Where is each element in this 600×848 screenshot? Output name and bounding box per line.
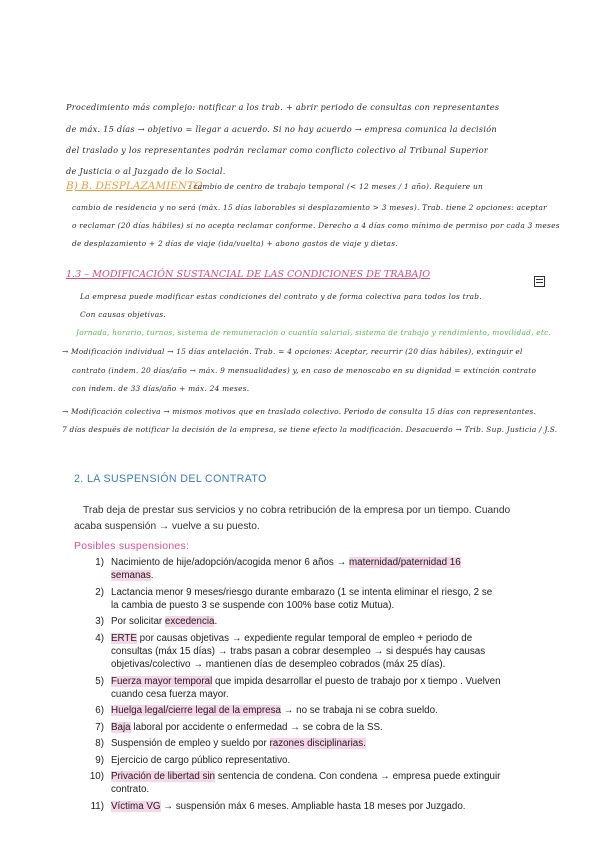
list-item-number: 3): [95, 616, 104, 628]
section-13-title: 1.3 – MODIFICACIÓN SUSTANCIAL DE LAS CONDICIONES DE TRABAJO: [66, 269, 431, 280]
list-item-number: 5): [95, 675, 104, 687]
list-item-number: 7): [95, 721, 104, 733]
hw-line: : cambio de centro de trabajo temporal (< 12 meses / 1 año). Requiere un: [188, 182, 483, 191]
section-b-title-text: B) B. DESPLAZAMIENTO: [66, 180, 203, 192]
list-item-text: Por solicitar: [111, 616, 165, 628]
list-item-text: Suspensión de empleo y sueldo por: [111, 738, 270, 750]
handwritten-notes: [62, 96, 560, 446]
list-item-text: .: [214, 616, 218, 628]
list-item: [82, 721, 502, 734]
expand-icon[interactable]: [534, 276, 545, 287]
highlighted-text: Baja: [111, 721, 131, 733]
section-title: 2. LA SUSPENSIÓN DEL CONTRATO: [74, 473, 267, 485]
list-item-number: 8): [95, 738, 104, 750]
list-item: [82, 704, 502, 717]
list-item-text: .: [150, 570, 154, 582]
list-item: [82, 737, 502, 750]
hw-line: 7 días después de notificar la decisión de la empresa, se tiene efecto la modificación. Desacuerdo → Trib. Sup. Justicia / J.S.: [62, 425, 558, 434]
list-item-text: Nacimiento de hije/adopción/acogida menor 6 años →: [111, 557, 349, 568]
list-item: [82, 770, 502, 797]
hw-line: cambio de residencia y no será (máx. 15 días laborables si desplazamiento > 3 meses). Trab. tiene 2 opciones: aceptar: [72, 203, 547, 212]
hw-line: → Modificación colectiva → mismos motivos que en traslado colectivo. Periodo de consulta 15 días con representantes.: [62, 407, 537, 416]
hw-line: de desplazamiento + 2 días de viaje (ida/vuelta) + abono gastos de viaje y dietas.: [72, 239, 398, 248]
hw-line: con indem. de 33 días/año + máx. 24 meses.: [72, 384, 250, 393]
list-item: [82, 675, 502, 702]
hw-line: de Justicia o al Juzgado de lo Social.: [66, 166, 226, 176]
list-item-text: que impida desarrollar el puesto de trabajo por x tiempo . Vuelven cuando cesa fuerza mayor.: [111, 675, 501, 701]
hw-line: de máx. 15 días → objetivo = llegar a acuerdo. Si no hay acuerdo → empresa comunica la decisión: [66, 124, 497, 134]
hw-line: del traslado y los representantes podrán reclamar como conflicto colectivo al Tribunal Superior: [66, 145, 488, 155]
hw-line: Con causas objetivas.: [80, 310, 167, 319]
hw-line: → Modificación individual → 15 días antelación. Trab. = 4 opciones: Aceptar, recurrir (20 días hábiles), extinguir el: [62, 347, 523, 356]
list-item: [82, 800, 502, 813]
list-item: [82, 754, 502, 767]
list-item-text: Ejercicio de cargo público representativo.: [111, 754, 291, 766]
highlighted-text: Huelga legal/cierre legal de la empresa: [111, 705, 281, 717]
hw-line-green: Jornada, horario, turnos, sistema de remuneración o cuantía salarial, sistema de trabajo y rendimiento, movilidad, etc.: [76, 328, 552, 337]
list-item: [82, 586, 502, 613]
hw-line: o reclamar (20 días hábiles) si no acepta reclamar conforme. Derecho a 4 días como mínimo de permiso por cada 3 meses: [72, 221, 560, 230]
section-b-title: [66, 180, 203, 192]
list-item-text: laboral por accidente o enfermedad → se cobra de la SS.: [130, 721, 383, 733]
hw-line: La empresa puede modificar estas condiciones del contrato y de forma colectiva para todos los trab.: [80, 292, 482, 301]
suspension-list: [82, 556, 502, 816]
list-item-text: → suspensión máx 6 meses. Ampliable hasta 18 meses por Juzgado.: [160, 800, 466, 812]
highlighted-text: Víctima VG: [111, 800, 161, 812]
list-item: [82, 615, 502, 628]
hw-line: contrato (indem. 20 días/año → máx. 9 mensualidades) y, en caso de menoscabo en su dignidad = extinción contrato: [72, 366, 537, 375]
highlighted-text: excedencia: [164, 616, 215, 628]
list-item-number: 1): [95, 557, 104, 568]
hw-line: Procedimiento más complejo: notificar a los trab. + abrir periodo de consultas con representantes: [66, 102, 500, 112]
list-item: [82, 556, 502, 583]
highlighted-text: Privación de libertad sin: [111, 771, 216, 782]
highlighted-text: ERTE: [111, 632, 137, 644]
list-item-text: Lactancia menor 9 meses/riesgo durante embarazo (1 se intenta eliminar el riesgo, 2 se la cambia de puesto 3 se suspende con 100% base cotiz Mutua).: [111, 586, 493, 611]
list-item-text: por causas objetivas → expediente regular temporal de empleo + periodo de consultas (máx 15 días) → trabs pasan a cobrar desempleo → si después hay causas objetivas/colectivo → mantienen días de desempleo cobrados (máx 25 días).: [111, 632, 486, 671]
list-item-number: 9): [95, 754, 104, 766]
highlighted-text: maternidad/paternidad 16 semanas: [111, 557, 461, 582]
list-item-number: 10): [89, 771, 104, 782]
list-item-number: 6): [95, 705, 104, 717]
list-item: [82, 632, 502, 672]
highlighted-text: razones disciplinarias.: [269, 738, 366, 750]
list-item-number: 2): [95, 586, 104, 598]
section-intro: Trab deja de prestar sus servicios y no cobra retribución de la empresa por un tiempo. Cuando acaba suspensión → vuelve a su puesto.: [74, 505, 511, 532]
list-item-number: 4): [95, 632, 104, 644]
list-item-text: sentencia de condena. Con condena → empresa puede extinguir contrato.: [111, 771, 501, 796]
list-item-number: 11): [90, 800, 104, 812]
suspensions-subtitle: Posibles suspensiones:: [74, 541, 190, 552]
highlighted-text: Fuerza mayor temporal: [111, 675, 213, 687]
list-item-text: → no se trabaja ni se cobra sueldo.: [280, 705, 438, 717]
